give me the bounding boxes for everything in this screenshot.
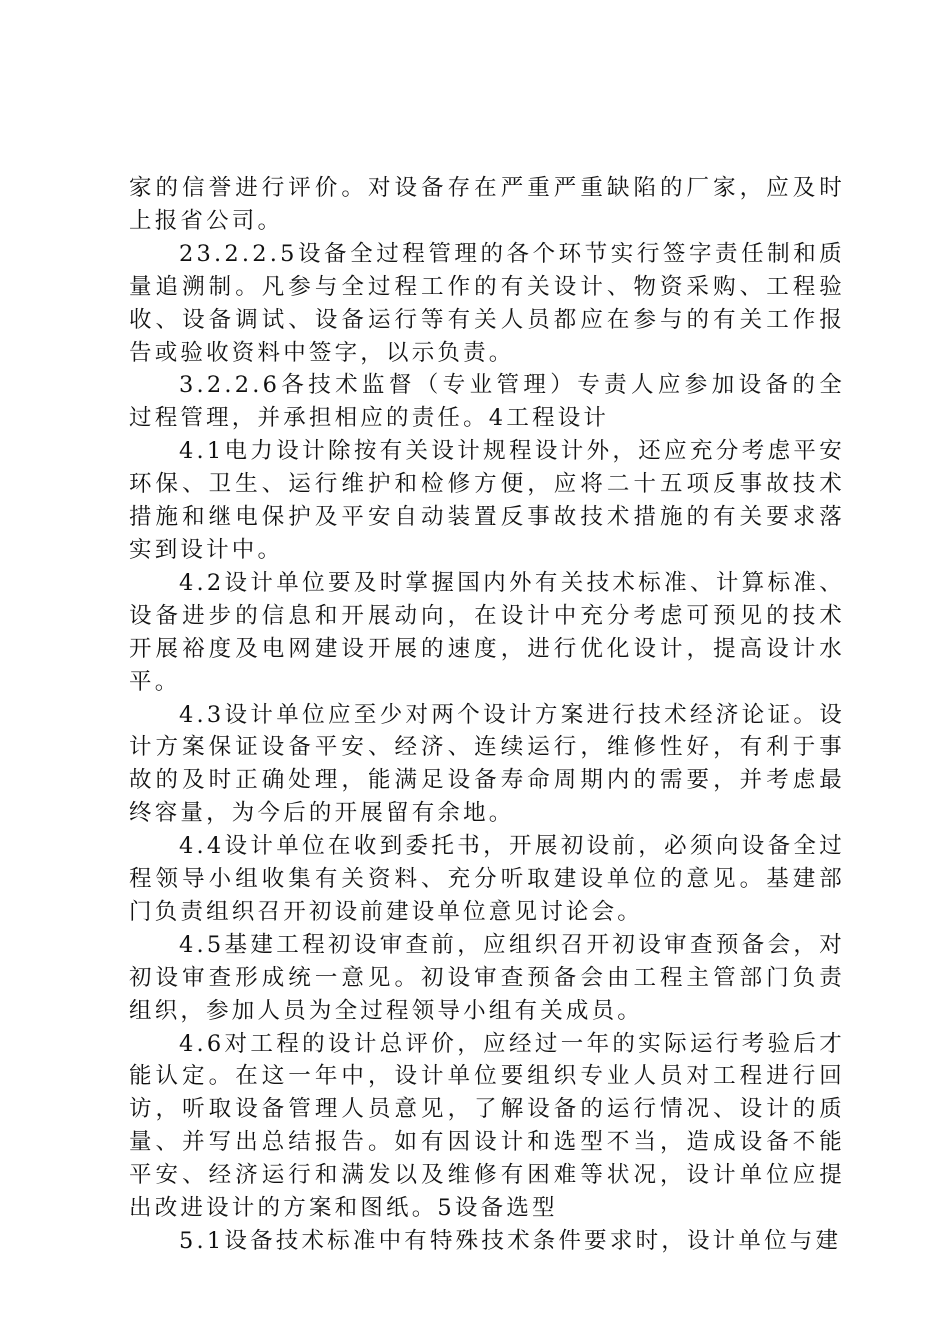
paragraph-9: 4.6对工程的设计总评价，应经过一年的实际运行考验后才能认定。在这一年中，设计单位要组织专业人员对工程进行回访，听取设备管理人员意见，了解设备的运行情况、设计的质量、并写出总结报告。如有因设计和选型不当，造成设备不能平安、经济运行和满发以及维修有困难等状况，设计单位应提出改进设计的方案和图纸。5设备选型 xyxy=(129,1030,845,1222)
paragraph-4: 4.1电力设计除按有关设计规程设计外，还应充分考虑平安环保、卫生、运行维护和检修方便，应将二十五项反事故技术措施和继电保护及平安自动装置反事故技术措施的有关要求落实到设计中。 xyxy=(129,438,845,563)
paragraph-2: 23.2.2.5设备全过程管理的各个环节实行签字责任制和质量追溯制。凡参与全过程工作的有关设计、物资采购、工程验收、设备调试、设备运行等有关人员都应在参与的有关工作报告或验收资料中签字，以示负责。 xyxy=(129,240,845,366)
paragraph-8: 4.5基建工程初设审查前，应组织召开初设审查预备会，对初设审查形成统一意见。初设审查预备会由工程主管部门负责组织，参加人员为全过程领导小组有关成员。 xyxy=(129,931,845,1024)
paragraph-5: 4.2设计单位要及时掌握国内外有关技术标准、计算标准、设备进步的信息和开展动向，在设计中充分考虑可预见的技术开展裕度及电网建设开展的速度，进行优化设计，提高设计水平。 xyxy=(129,569,845,695)
paragraph-7: 4.4设计单位在收到委托书，开展初设前，必须向设备全过程领导小组收集有关资料、充分听取建设单位的意见。基建部门负责组织召开初设前建设单位意见讨论会。 xyxy=(129,833,845,925)
document-body xyxy=(129,172,845,1258)
paragraph-10: 5.1设备技术标准中有特殊技术条件要求时，设计单位与建 xyxy=(179,1228,842,1254)
paragraph-3: 3.2.2.6各技术监督（专业管理）专责人应参加设备的全过程管理，并承担相应的责任。4工程设计 xyxy=(129,372,845,432)
paragraph-6: 4.3设计单位应至少对两个设计方案进行技术经济论证。设计方案保证设备平安、经济、连续运行，维修性好，有利于事故的及时正确处理，能满足设备寿命周期内的需要，并考虑最终容量，为今后的开展留有余地。 xyxy=(129,701,845,827)
paragraph-1: 家的信誉进行评价。对设备存在严重严重缺陷的厂家，应及时上报省公司。 xyxy=(129,175,845,234)
